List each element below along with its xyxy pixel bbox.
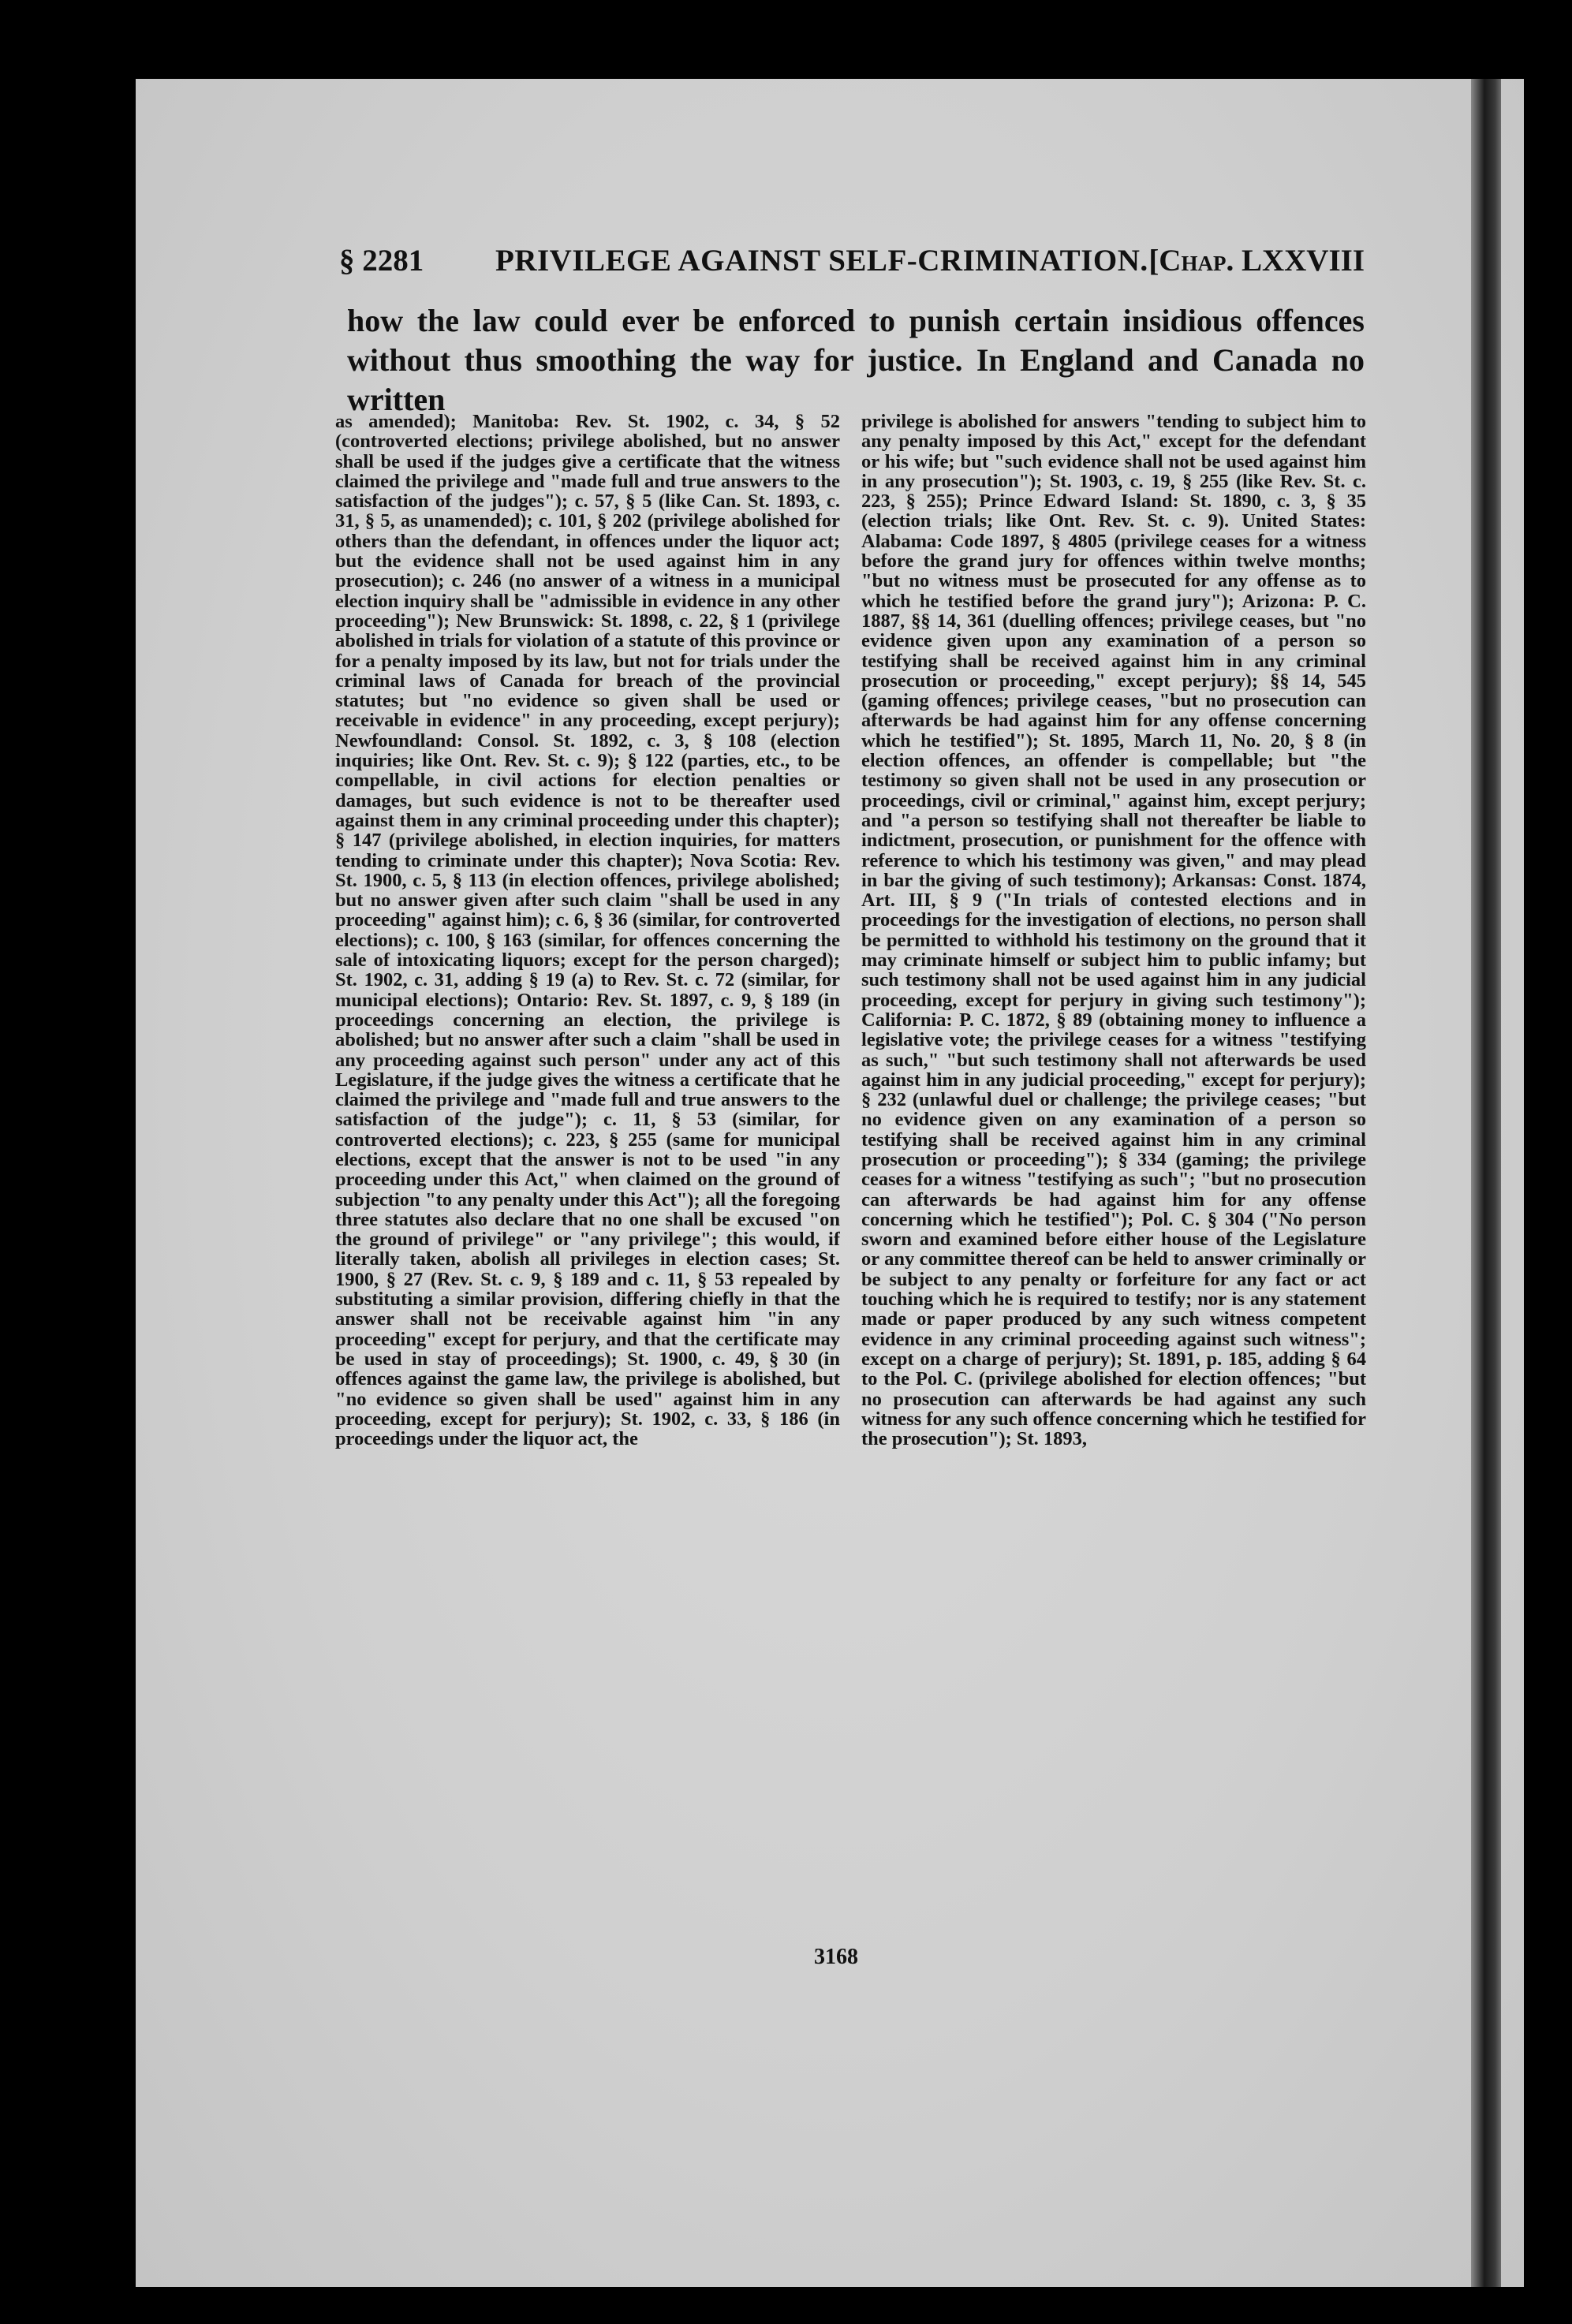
chapter-label: [Chap. LXXVIII (1148, 244, 1365, 278)
footnote-column-left: as amended); Manitoba: Rev. St. 1902, c. 34, § 52 (controverted elections; privilege abolished, but no answer shall be used if the judges give a certificate that the witness claimed the privilege and "made full and true answers to the satisfaction of the judges"); c. 57, § 5 (like Can. St. 1893, c. 31, § 5, as unamended); c. 101, § 202 (privilege abolished for others than the defendant, in offences under the liquor act; but the evidence shall not be used against him in any prosecution); c. 246 (no answer of a witness in a municipal election inquiry shall be "admissible in evidence in any other proceeding"); New Brunswick: St. 1898, c. 22, § 1 (privilege abolished in trials for violation of a statute of this province or for a penalty imposed by its law, but not for trials under the criminal laws of Canada for breach of the provincial statutes; but "no evidence so given shall be used or receivable in evidence" in any proceeding, except perjury); Newfoundland: Consol. St. 1892, c. 3, § 108 (election inquiries; like Ont. Rev. St. c. 9); § 122 (parties, etc., to be compellable, in civil actions for election penalties or damages, but such evidence is not to be thereafter used against them in any criminal proceeding under this chapter); § 147 (privilege abolished, in election inquiries, for matters tending to criminate under this chapter); Nova Scotia: Rev. St. 1900, c. 5, § 113 (in election offences, privilege abolished; but no answer given after such claim "shall be used in any proceeding" against him); c. 6, § 36 (similar, for controverted elections); c. 100, § 163 (similar, for offences concerning the sale of intoxicating liquors; except for the person charged); St. 1902, c. 31, adding § 19 (a) to Rev. St. c. 72 (similar, for municipal elections); Ontario: Rev. St. 1897, c. 9, § 189 (in proceedings concerning an election, the privilege is abolished; but no answer after such a claim "shall be used in any proceeding against such person" under any act of this Legislature, if the judge gives the witness a certificate that he claimed the privilege and "made full and true answers to the satisfaction of the judge"); c. 11, § 53 (similar, for controverted elections); c. 223, § 255 (same for municipal elections, except that the answer is not to be used "in any proceeding under this Act," when claimed on the ground of subjection "to any penalty under this Act"); all the foregoing three statutes also declare that no one shall be excused "on the ground of privilege" or "any privilege"; this would, if literally taken, abolish all privileges in election cases; St. 1900, § 27 (Rev. St. c. 9, § 189 and c. 11, § 53 repealed by substituting a similar provision, differing chiefly in that the answer shall not be receivable against him "in any proceeding" except for perjury, and that the certificate may be used in stay of proceedings); St. 1900, c. 49, § 30 (in offences against the game law, the privilege is abolished, but "no evidence so given shall be used" against him in any proceeding, except for perjury); St. 1902, c. 33, § 186 (in proceedings under the liquor act, the (335, 412, 840, 1450)
running-header (339, 243, 1365, 281)
page-number: 3168 (814, 1945, 858, 1969)
header-title: PRIVILEGE AGAINST SELF-CRIMINATION. (495, 244, 1148, 278)
body-text: how the law could ever be enforced to punish certain insidious offences without thus smoothing the way for justice. In England and Canada no written (347, 303, 1365, 417)
footnote-column-right: privilege is abolished for answers "tending to subject him to any penalty imposed by this Act," except for the defendant or his wife; but "such evidence shall not be used against him in any prosecution"); St. 1903, c. 19, § 255 (like Rev. St. c. 223, § 255); Prince Edward Island: St. 1890, c. 3, § 35 (election trials; like Ont. Rev. St. c. 9). United States: Alabama: Code 1897, § 4805 (privilege ceases for a witness before the grand jury for offences within twelve months; "but no witness must be prosecuted for any offense as to which he testified before the grand jury"); Arizona: P. C. 1887, §§ 14, 361 (duelling offences; privilege ceases, but "no evidence given upon any examination of a person so testifying shall be received against him in any criminal prosecution or proceeding," except perjury); §§ 14, 545 (gaming offences; privilege ceases, "but no prosecution can afterwards be had against him for any offense concerning which he testified"); St. 1895, March 11, No. 20, § 8 (in election offences, an offender is compellable; but "the testimony so given shall not be used in any prosecution or proceedings, civil or criminal," against him, except perjury; and "a person so testifying shall not thereafter be liable to indictment, prosecution, or punishment for the offence with reference to which his testimony was given," and may plead in bar the giving of such testimony); Arkansas: Const. 1874, Art. III, § 9 ("In trials of contested elections and in proceedings for the investigation of elections, no person shall be permitted to withhold his testimony on the ground that it may criminate himself or subject him to public infamy; but such testimony shall not be used against him in any judicial proceeding, except for perjury in giving such testimony"); California: P. C. 1872, § 89 (obtaining money to influence a legislative vote; the privilege ceases for a witness "testifying as such," "but such testimony shall not afterwards be used against him in any judicial proceeding," except for perjury); § 232 (unlawful duel or challenge; the privilege ceases; "but no evidence given on any examination of a person so testifying shall be received against him in any criminal prosecution or proceeding"); § 334 (gaming; the privilege ceases for a witness "testifying as such"; "but no prosecution can afterwards be had against him for any offense concerning which he testified"); Pol. C. § 304 ("No person sworn and examined before either house of the Legislature or any committee thereof can be held to answer criminally or be subject to any penalty or forfeiture for any fact or act touching which he is required to testify; nor is any statement made or paper produced by any such witness competent evidence in any criminal proceeding against such witness"; except on a charge of perjury); St. 1891, p. 185, adding § 64 to the Pol. C. (privilege abolished for election offences; "but no prosecution can afterwards be had against any such witness for any such offence concerning which he testified for the prosecution"); St. 1893, (861, 412, 1366, 1450)
book-spine-shadow (1471, 79, 1501, 2287)
section-number: § 2281 (339, 244, 424, 278)
